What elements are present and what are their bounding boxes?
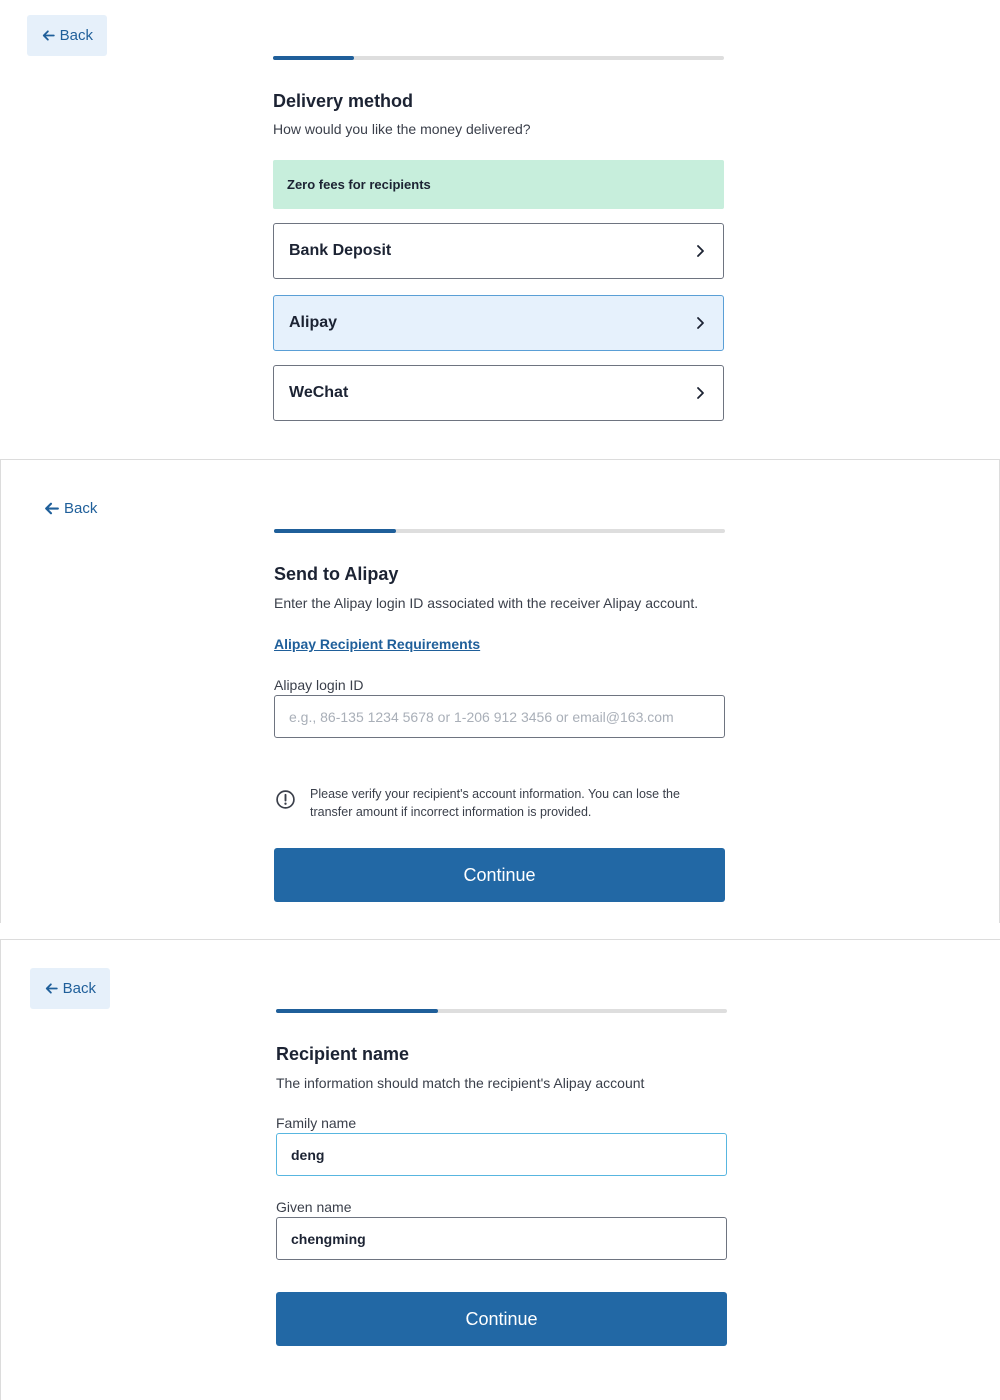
page-subtitle: The information should match the recipient's Alipay account [276, 1075, 645, 1091]
send-to-alipay-screen [0, 459, 1000, 923]
arrow-left-icon [41, 27, 56, 44]
delivery-method-screen [0, 0, 1000, 459]
option-wechat[interactable] [273, 365, 724, 421]
option-label: Alipay [289, 314, 338, 331]
family-name-label: Family name [276, 1115, 357, 1131]
verify-notice [275, 785, 705, 821]
page-title: Send to Alipay [274, 564, 399, 584]
back-button[interactable] [30, 968, 110, 1009]
option-label: Bank Deposit [289, 242, 392, 259]
progress-fill [276, 1009, 438, 1013]
progress-fill [273, 56, 354, 60]
progress-bar [276, 1009, 727, 1013]
option-label: WeChat [289, 384, 349, 401]
option-bank-deposit[interactable] [273, 223, 724, 279]
page-title: Recipient name [276, 1044, 410, 1064]
alipay-requirements-link[interactable]: Alipay Recipient Requirements [274, 636, 481, 652]
back-button[interactable] [29, 488, 111, 529]
given-name-input[interactable] [276, 1217, 727, 1260]
given-name-label: Given name [276, 1199, 352, 1215]
chevron-right-icon [693, 386, 707, 400]
arrow-left-icon [44, 980, 59, 997]
progress-bar [273, 56, 724, 60]
chevron-right-icon [693, 244, 707, 258]
option-alipay[interactable] [273, 295, 724, 351]
page-subtitle: Enter the Alipay login ID associated with the receiver Alipay account. [274, 595, 699, 611]
page-title: Delivery method [273, 91, 414, 111]
alipay-login-id-label: Alipay login ID [274, 677, 364, 693]
exclamation-circle-icon [275, 789, 296, 810]
alipay-login-id-input[interactable] [274, 695, 725, 738]
back-label: Back [64, 500, 98, 517]
progress-bar [274, 529, 725, 533]
progress-fill [274, 529, 396, 533]
page-subtitle: How would you like the money delivered? [273, 121, 531, 137]
back-label: Back [62, 980, 96, 997]
chevron-right-icon [693, 316, 707, 330]
back-button[interactable] [27, 15, 107, 56]
recipient-name-screen [0, 939, 1000, 1400]
continue-button[interactable]: Continue [274, 848, 725, 902]
back-label: Back [59, 27, 93, 44]
banner-text: Zero fees for recipients [287, 177, 431, 192]
notice-text: Please verify your recipient's account information. You can lose the transfer amount if incorrect information is provided. [310, 787, 680, 819]
family-name-input[interactable] [276, 1133, 727, 1176]
zero-fees-banner [273, 160, 724, 209]
arrow-left-icon [43, 500, 60, 517]
continue-button[interactable]: Continue [276, 1292, 727, 1346]
